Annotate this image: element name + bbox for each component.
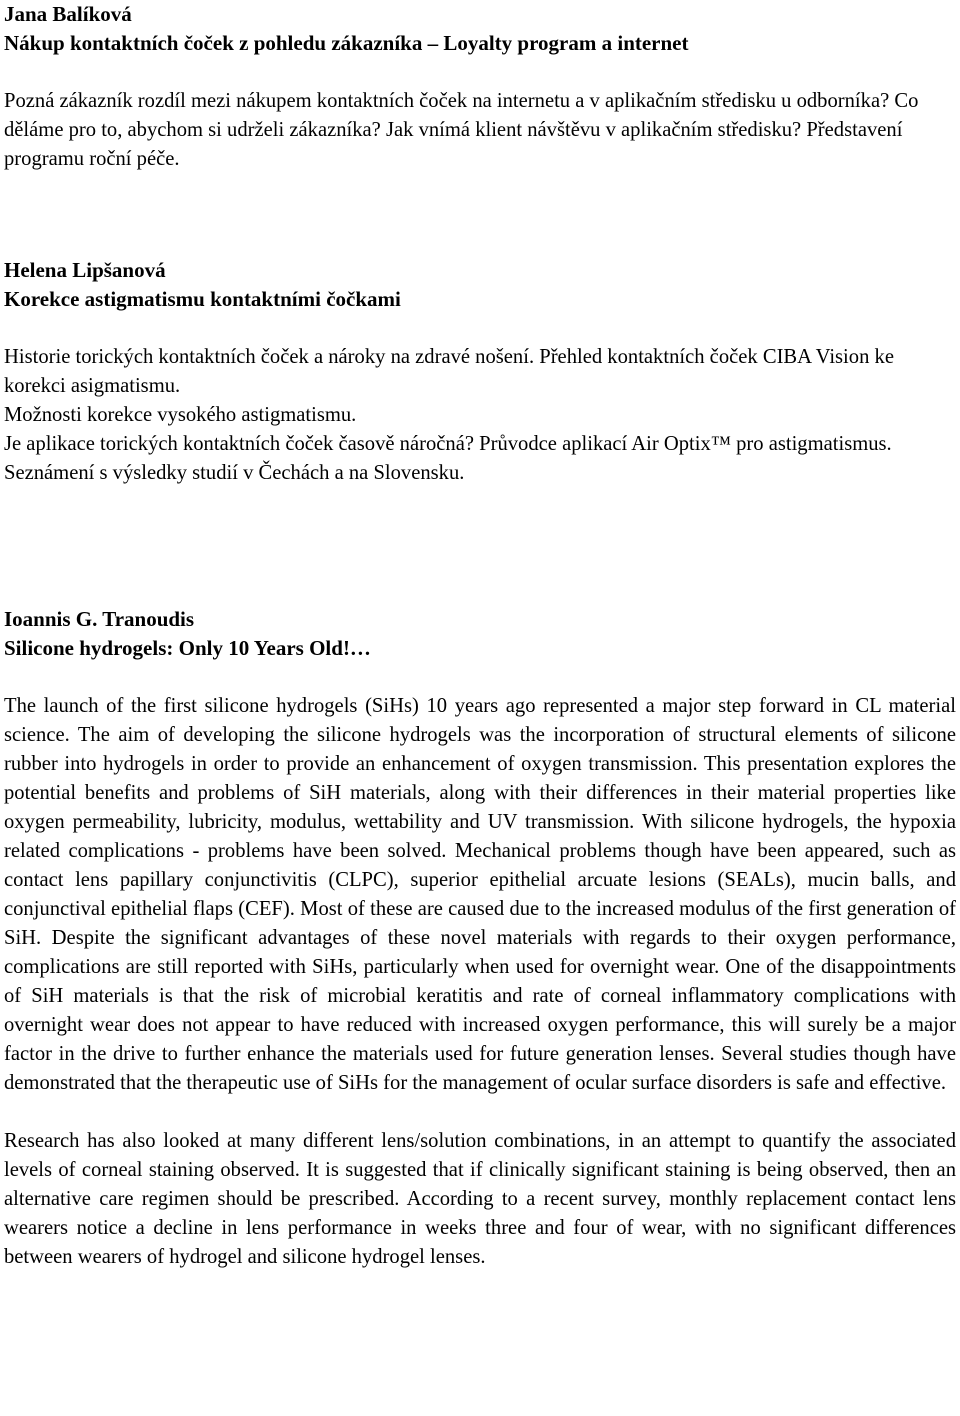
- abstract-title: Nákup kontaktních čoček z pohledu zákazníka – Loyalty program a internet: [4, 31, 689, 55]
- abstract-paragraph: Historie torických kontaktních čoček a nároky na zdravé nošení. Přehled kontaktních čoček CIBA Vision ke korekci asigmatismu.: [4, 346, 894, 397]
- abstract-paragraph: Možnosti korekce vysokého astigmatismu.: [4, 404, 357, 426]
- abstract-paragraph: Seznámení s výsledky studií v Čechách a na Slovensku.: [4, 462, 465, 484]
- abstract-title: Silicone hydrogels: Only 10 Years Old!…: [4, 636, 371, 660]
- abstract-paragraph: The launch of the first silicone hydrogels (SiHs) 10 years ago represented a major step forward in CL material science. The aim of developing the silicone hydrogels was the incorporation of structural elements of silicone rubber into hydrogels in order to provide an enhancement of oxygen transmission. This presentation explores the potential benefits and problems of SiH materials, along with their differences in their material properties like oxygen permeability, lubricity, modulus, wettability and UV transmission. With silicone hydrogels, the hypoxia related complications - problems have been solved. Mechanical problems though have been appeared, such as contact lens papillary conjunctivitis (CLPC), superior epithelial arcuate lesions (SEALs), mucin balls, and conjunctival epithelial flaps (CEF). Most of these are caused due to the increased modulus of the first generation of SiH. Despite the significant advantages of these novel materials with regards to their oxygen performance, complications are still reported with SiHs, particularly when used for overnight wear. One of the disappointments of SiH materials is that the risk of microbial keratitis and rate of corneal inflammatory complications with overnight wear does not appear to have reduced with increased oxygen performance, this will surely be a major factor in the drive to further enhance the materials used for future generation lenses. Several studies though have demonstrated that the therapeutic use of SiHs for the management of ocular surface disorders is safe and effective.: [4, 695, 956, 1094]
- abstract-paragraph: Research has also looked at many different lens/solution combinations, in an attempt to quantify the associated levels of corneal staining observed. It is suggested that if clinically significant staining is being observed, then an alternative care regimen should be prescribed. According to a recent survey, monthly replacement contact lens wearers notice a decline in lens performance in weeks three and four of wear, with no significant differences between wearers of hydrogel and silicone hydrogel lenses.: [4, 1130, 956, 1268]
- abstract-lipsanova: [4, 256, 956, 488]
- abstract-balikova: [4, 0, 956, 174]
- abstract-tranoudis: [4, 605, 956, 1272]
- abstract-paragraph: Pozná zákazník rozdíl mezi nákupem kontaktních čoček na internetu a v aplikačním středisku u odborníka? Co děláme pro to, abychom si udrželi zákazníka? Jak vnímá klient návštěvu v aplikačním středisku? Představení programu roční péče.: [4, 90, 919, 170]
- author-name: Helena Lipšanová: [4, 258, 166, 282]
- author-name: Jana Balíková: [4, 2, 132, 26]
- author-name: Ioannis G. Tranoudis: [4, 607, 195, 631]
- abstract-paragraph: Je aplikace torických kontaktních čoček časově náročná? Průvodce aplikací Air Optix™ pro astigmatismus.: [4, 433, 892, 455]
- abstract-title: Korekce astigmatismu kontaktními čočkami: [4, 287, 401, 311]
